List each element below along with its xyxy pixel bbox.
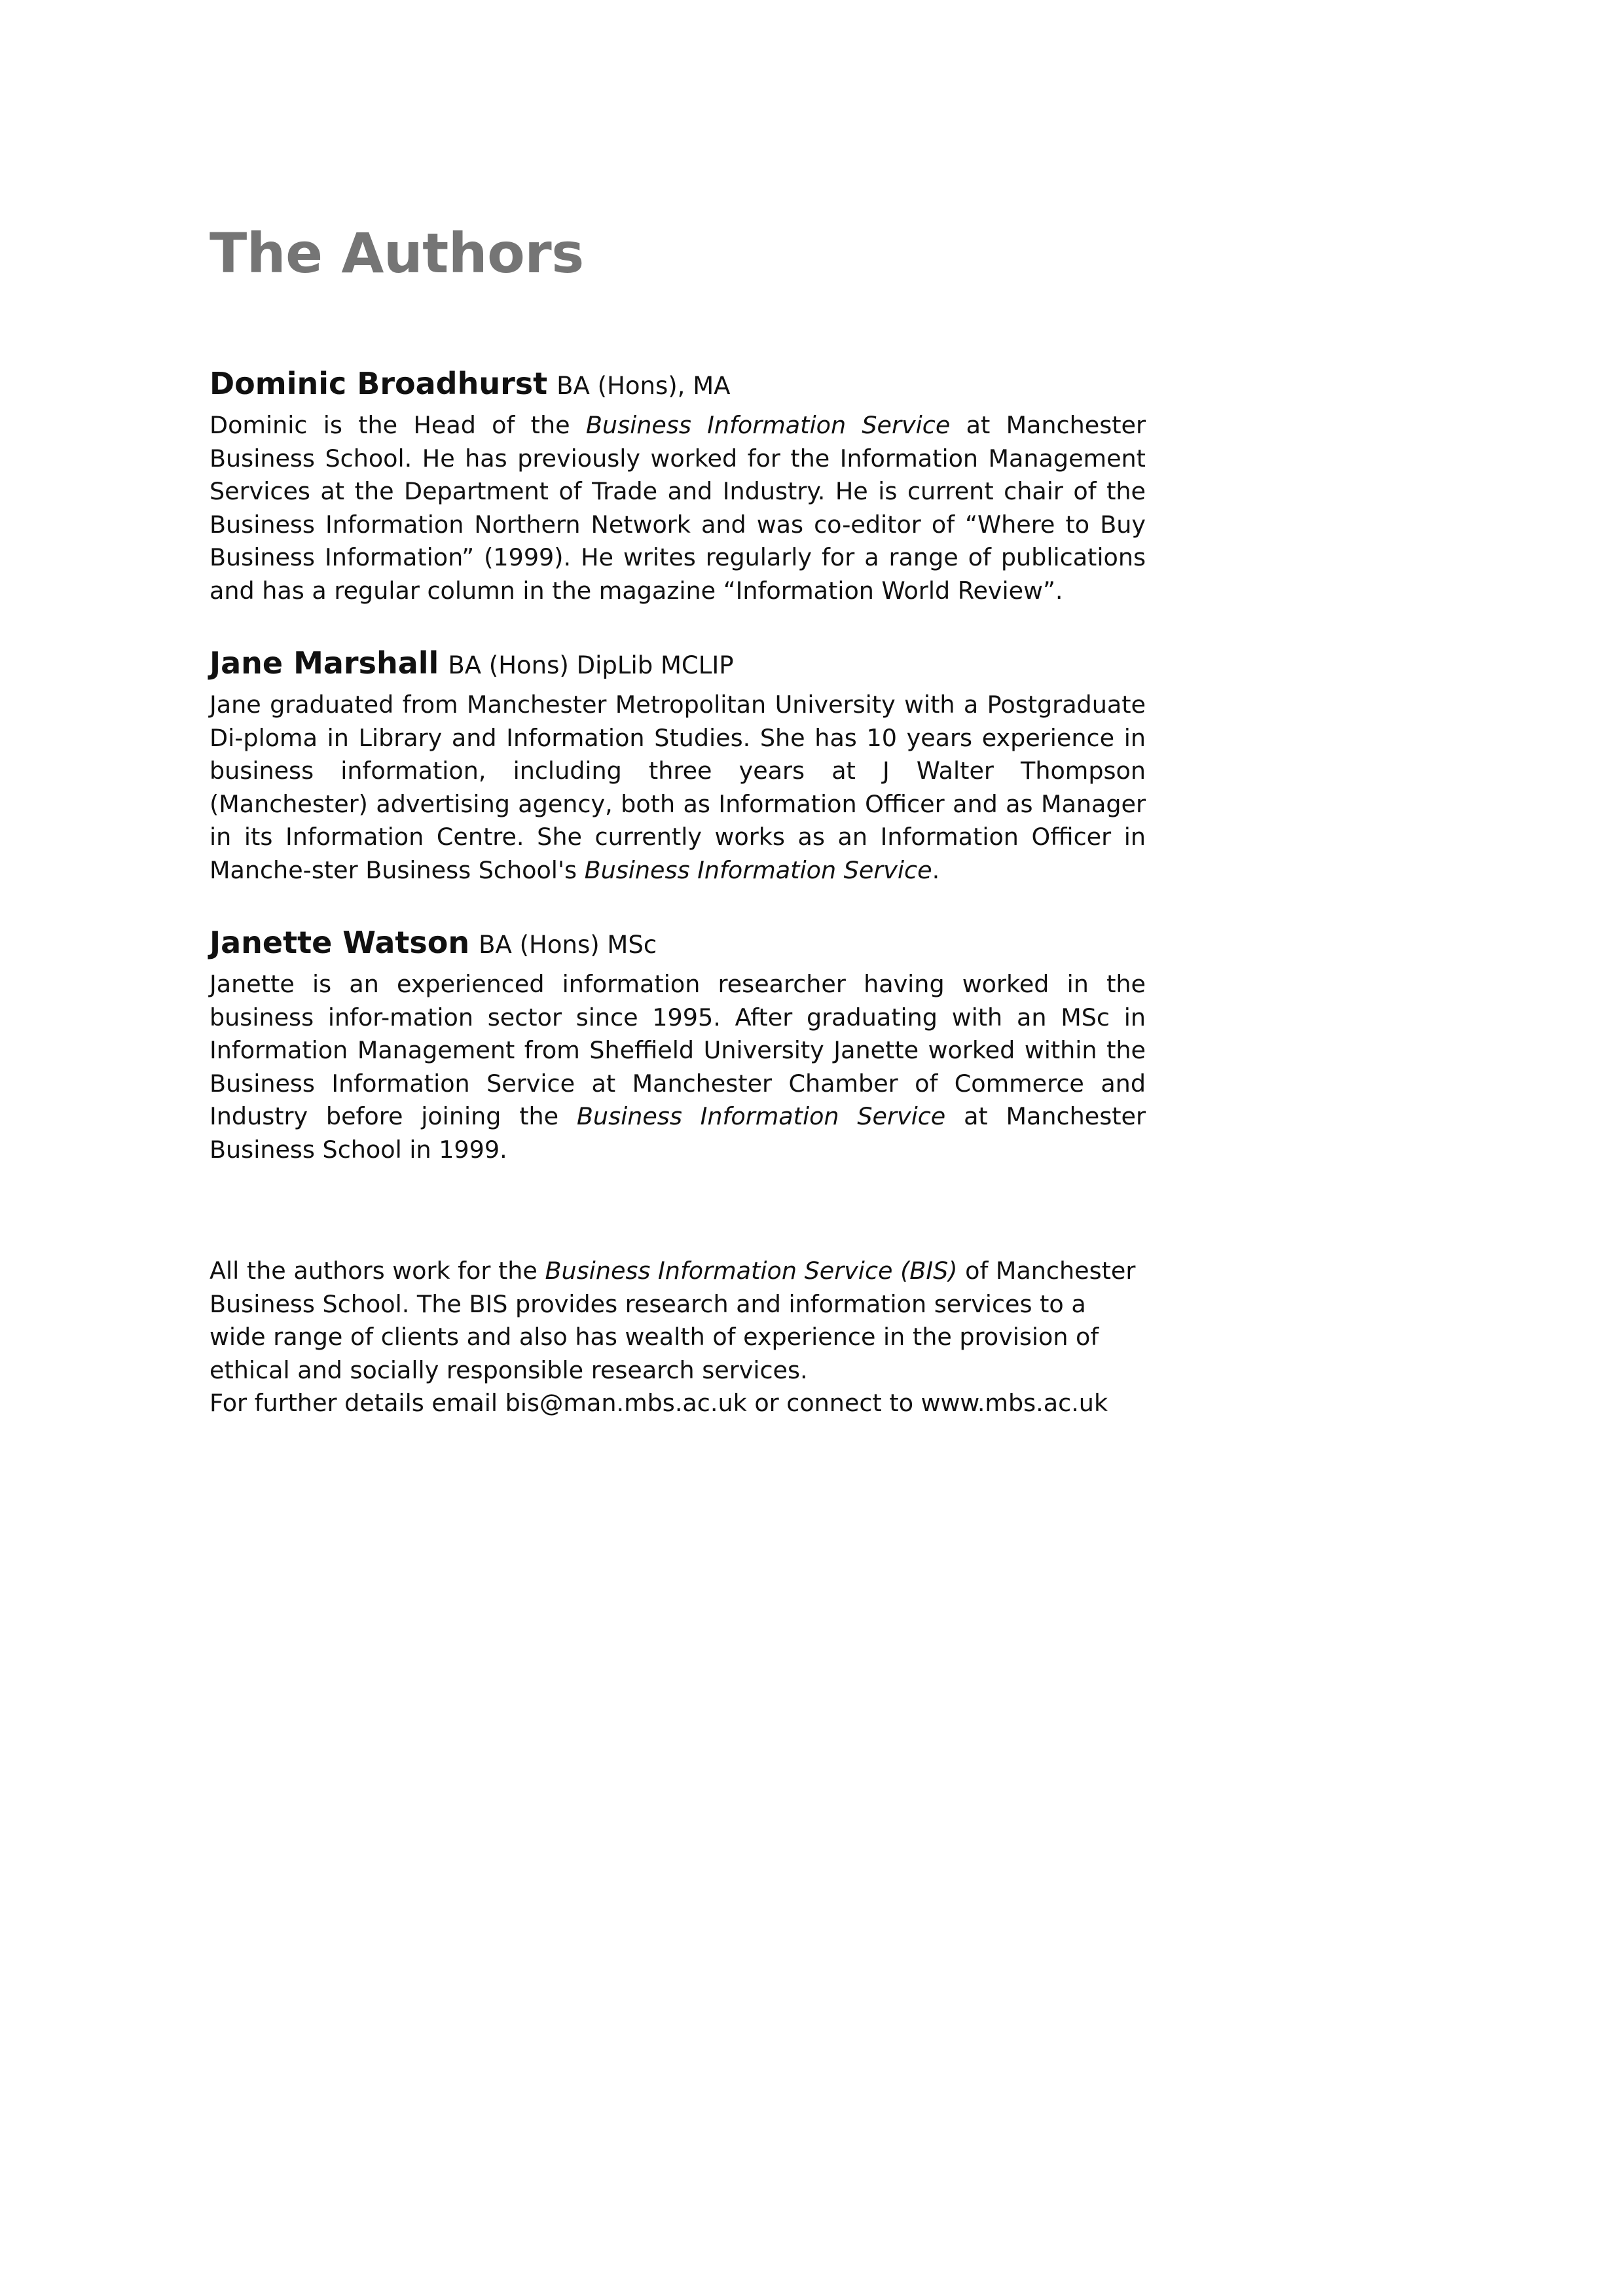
author-name: Dominic Broadhurst bbox=[210, 366, 548, 401]
author-heading bbox=[210, 363, 1146, 406]
author-heading bbox=[210, 922, 1146, 965]
contact-details: For further details email bis@man.mbs.ac.uk or connect to www.mbs.ac.uk bbox=[210, 1389, 1108, 1417]
closing-segment-italic: Business Information Service (BIS) bbox=[545, 1257, 958, 1285]
closing-paragraph bbox=[210, 1255, 1146, 1387]
author-bio-marshall bbox=[210, 643, 1146, 887]
bio-segment-italic: Business Information Service bbox=[584, 855, 932, 884]
page-title: The Authors bbox=[210, 221, 584, 285]
closing-section bbox=[210, 1255, 1146, 1420]
author-qualifications: BA (Hons), MA bbox=[556, 372, 731, 400]
author-bio-text bbox=[210, 968, 1146, 1166]
author-qualifications: BA (Hons) DipLib MCLIP bbox=[448, 651, 734, 679]
bio-segment: at Manchester Business School. He has previously worked for the Information Management Services at the Department of Trade and Industry. He is current chair of the Business Information Northern Network and was co-editor of “Where to Buy Business Information” (1999). He writes regularly for a range of publications and has a regular column in the magazine “Information World Review”. bbox=[210, 411, 1146, 605]
bio-segment: . bbox=[932, 855, 940, 884]
bio-segment: Janette is an experienced information researcher having worked in the business infor-mation sector since 1995. After graduating with an MSc in Information Management from Sheffield University Janette worked within the Business Information Service at Manchester Chamber of Commerce and Industry before joining the bbox=[210, 970, 1146, 1130]
bio-segment: at Manchester Business School in 1999. bbox=[210, 1102, 1146, 1164]
author-heading bbox=[210, 643, 1146, 686]
author-bio-watson bbox=[210, 922, 1146, 1166]
author-bio-text bbox=[210, 689, 1146, 887]
bio-segment-italic: Business Information Service bbox=[576, 1102, 946, 1130]
author-name: Jane Marshall bbox=[210, 645, 439, 681]
bio-segment: Jane graduated from Manchester Metropolitan University with a Postgraduate Di-ploma in Library and Information Studies. She has 10 years experience in business information, including three years at J Walter Thompson (Manchester) advertising agency, both as Information Officer and as Manager in its Information Centre. She currently works as an Information Officer in Manche-ster Business School's bbox=[210, 691, 1146, 884]
author-name: Janette Watson bbox=[210, 925, 470, 960]
author-bio-text bbox=[210, 409, 1146, 607]
authors-content bbox=[210, 363, 1146, 1420]
bio-segment-italic: Business Information Service bbox=[585, 411, 951, 439]
bio-segment: Dominic is the Head of the bbox=[210, 411, 586, 439]
author-bio-broadhurst bbox=[210, 363, 1146, 607]
author-qualifications: BA (Hons) MSc bbox=[479, 931, 657, 959]
closing-segment: of Manchester Business School. The BIS provides research and information services to a wide range of clients and also has wealth of experience in the provision of ethical and socially responsible research services. bbox=[210, 1257, 1136, 1384]
closing-segment: All the authors work for the bbox=[210, 1257, 545, 1285]
